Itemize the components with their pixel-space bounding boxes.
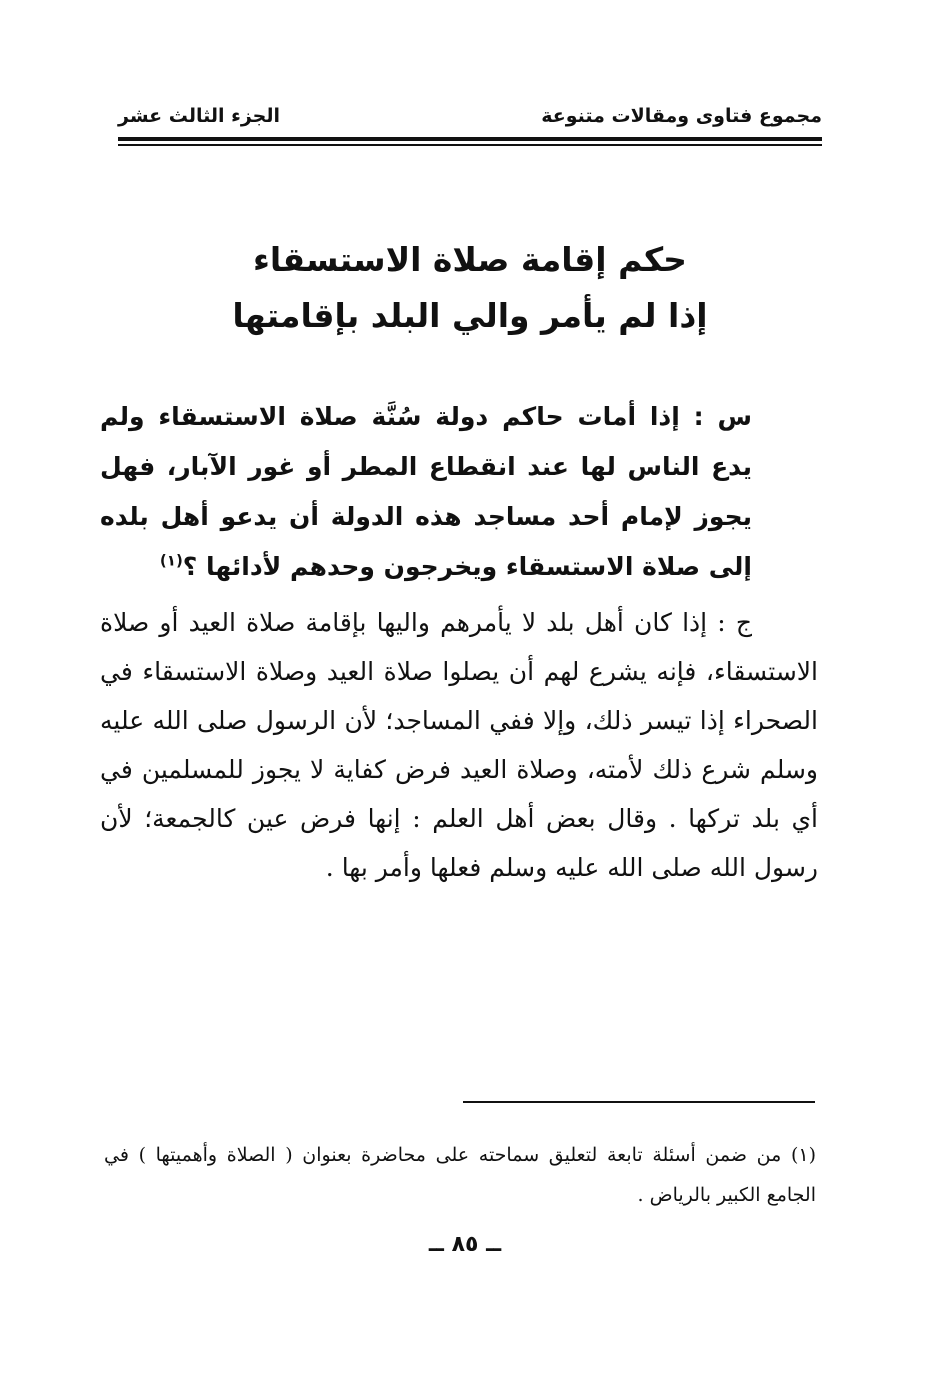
footnote-reference: (١) [159, 551, 183, 570]
header-rule-thin [118, 144, 822, 146]
volume-label: الجزء الثالث عشر [118, 105, 281, 127]
book-title: مجموع فتاوى ومقالات متنوعة [541, 105, 822, 127]
answer-paragraph [100, 598, 818, 892]
title-line-2: إذا لم يأمر والي البلد بإقامتها [232, 296, 708, 335]
header-rule [118, 137, 822, 141]
question-text: س : إذا أمات حاكم دولة سُنَّة صلاة الاستسقاء ولم يدع الناس لها عند انقطاع المطر أو غور الآبار، فهل يجوز لإمام أحد مساجد هذه الدولة أن يدعو أهل بلده إلى صلاة الاستسقاء ويخرجون وحدهم لأدائها ؟ [100, 402, 752, 581]
title-line-1: حكم إقامة صلاة الاستسقاء [253, 240, 687, 279]
question-paragraph [100, 392, 752, 592]
footnote [104, 1135, 816, 1215]
page-number: ــ ٨٥ ــ [428, 1232, 502, 1257]
article-title [118, 232, 822, 344]
running-header [118, 100, 822, 132]
footnote-marker: (١) [790, 1144, 816, 1166]
footnote-separator [463, 1101, 815, 1103]
footnote-text: من ضمن أسئلة تابعة لتعليق سماحته على محاضرة بعنوان ( الصلاة وأهميتها ) في الجامع الكبير بالرياض . [104, 1144, 816, 1206]
answer-text: ج : إذا كان أهل بلد لا يأمرهم واليها بإقامة صلاة العيد أو صلاة الاستسقاء، فإنه يشرع لهم أن يصلوا صلاة العيد وصلاة الاستسقاء في الصحراء إذا تيسر ذلك، وإلا ففي المساجد؛ لأن الرسول صلى الله عليه وسلم شرع ذلك لأمته، وصلاة العيد فرض كفاية لا يجوز للمسلمين في أي بلد تركها . وقال بعض أهل العلم : إنها فرض عين كالجمعة؛ لأن رسول الله صلى الله عليه وسلم فعلها وأمر بها . [100, 608, 818, 882]
